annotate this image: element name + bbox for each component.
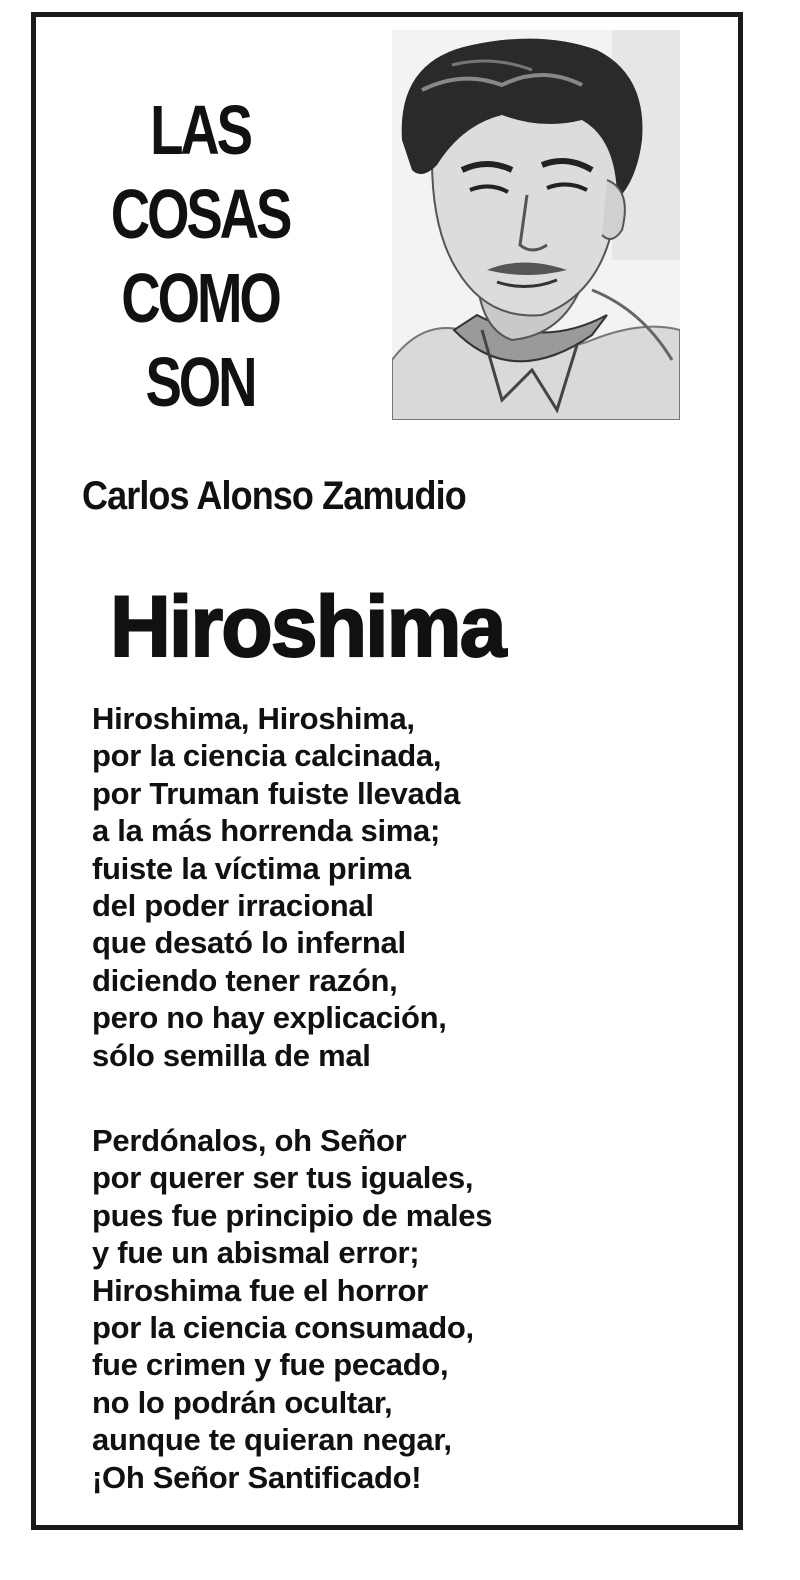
poem-stanza-1	[92, 700, 460, 1074]
poem-line: pues fue principio de males	[92, 1197, 493, 1233]
poem-line: Hiroshima, Hiroshima,	[92, 701, 415, 736]
poem-stanza-2	[92, 1122, 492, 1496]
poem-line: Perdónalos, oh Señor	[92, 1123, 407, 1158]
poem-line: que desató lo infernal	[92, 925, 406, 961]
author-byline: Carlos Alonso Zamudio	[82, 474, 466, 518]
author-photo	[392, 30, 680, 420]
poem-line: por la ciencia consumado,	[92, 1310, 474, 1346]
poem-line: fue crimen y fue pecado,	[92, 1347, 449, 1383]
poem-line: sólo semilla de mal	[92, 1037, 371, 1073]
poem-line: diciendo tener razón,	[92, 962, 398, 998]
poem-line: por querer ser tus iguales,	[92, 1160, 474, 1196]
poem-line: pero no hay explicación,	[92, 1000, 447, 1036]
poem-line: a la más horrenda sima;	[92, 813, 441, 849]
poem-line: Hiroshima fue el horror	[92, 1272, 428, 1308]
poem-line: y fue un abismal error;	[92, 1235, 420, 1271]
poem-title: Hiroshima	[110, 579, 505, 675]
poem-line: por Truman fuiste llevada	[92, 775, 461, 811]
column-title-line: SON	[145, 343, 255, 421]
column-title	[103, 88, 296, 424]
poem-line: no lo podrán ocultar,	[92, 1384, 393, 1420]
poem-line: ¡Oh Señor Santificado!	[92, 1459, 422, 1495]
poem-line: aunque te quieran negar,	[92, 1422, 452, 1458]
column-title-line: LAS	[150, 91, 250, 169]
column-title-line: COSAS	[110, 175, 290, 253]
poem-line: por la ciencia calcinada,	[92, 738, 442, 774]
author-portrait-illustration	[392, 30, 680, 420]
poem-line: fuiste la víctima prima	[92, 850, 411, 886]
column-title-line: COMO	[121, 259, 279, 337]
poem-line: del poder irracional	[92, 888, 374, 924]
